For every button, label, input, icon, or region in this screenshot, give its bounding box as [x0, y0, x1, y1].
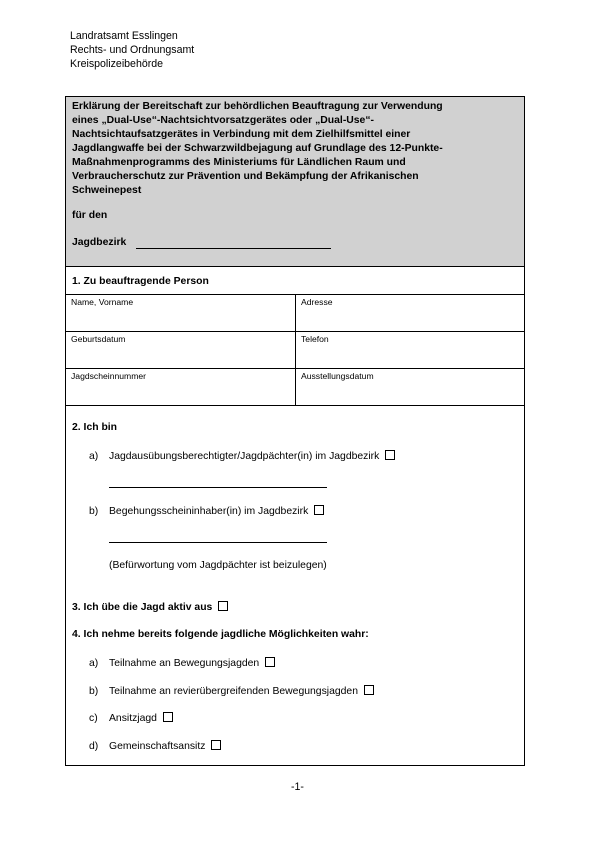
license-number-field[interactable]: [66, 369, 296, 405]
person-row-name: [66, 295, 524, 332]
section3: [72, 601, 228, 613]
person-row-license: [66, 369, 524, 406]
option-label: Teilnahme an Bewegungsjagden: [109, 658, 260, 669]
option-4a: [89, 657, 275, 669]
option-label: Gemeinschaftsansitz: [109, 741, 206, 752]
address-field-label: Adresse: [301, 297, 333, 307]
header-line-office: Landratsamt Esslingen: [70, 30, 178, 42]
option-label: Begehungsscheininhaber(in) im Jagdbezirk: [109, 506, 309, 517]
birthdate-field[interactable]: [66, 332, 296, 368]
title-line: Jagdlangwaffe bei der Schwarzwildbejagung auf Grundlage des 12-Punkte-: [72, 143, 443, 154]
option-2a: [89, 450, 395, 462]
checkbox-4a[interactable]: [265, 657, 275, 667]
title-line: Nachtsichtaufsatzgerätes in Verbindung mit dem Zielhilfsmittel einer: [72, 129, 411, 140]
option-4c: [89, 712, 173, 724]
district-line-2b[interactable]: [109, 542, 327, 543]
issue-date-field[interactable]: [296, 369, 526, 405]
phone-field-label: Telefon: [301, 334, 329, 344]
title-line: Verbraucherschutz zur Prävention und Bekämpfung der Afrikanischen: [72, 171, 419, 182]
option-marker: b): [89, 686, 99, 697]
checkbox-4c[interactable]: [163, 712, 173, 722]
header-line-police: Kreispolizeibehörde: [70, 58, 164, 70]
issue-date-label: Ausstellungsdatum: [301, 371, 374, 381]
title-line: Schweinepest: [72, 185, 142, 196]
address-field[interactable]: [296, 295, 526, 331]
district-input-line[interactable]: [136, 248, 331, 249]
district-label: Jagdbezirk: [72, 237, 127, 248]
option-4d: [89, 740, 221, 752]
phone-field[interactable]: [296, 332, 526, 368]
option-marker: c): [89, 713, 98, 724]
option-label: Teilnahme an revierübergreifenden Bewegungsjagden: [109, 686, 358, 697]
option-marker: a): [89, 451, 99, 462]
license-number-label: Jagdscheinnummer: [71, 371, 146, 381]
checkbox-3[interactable]: [218, 601, 228, 611]
checkbox-2b[interactable]: [314, 505, 324, 515]
district-line-2a[interactable]: [109, 487, 327, 488]
checkbox-4d[interactable]: [211, 740, 221, 750]
option-marker: b): [89, 506, 99, 517]
option-label: Ansitzjagd: [109, 713, 157, 724]
page-number: -1-: [291, 781, 304, 793]
checkbox-4b[interactable]: [364, 685, 374, 695]
option-2b: [89, 505, 324, 517]
header-line-department: Rechts- und Ordnungsamt: [70, 44, 195, 56]
checkbox-2a[interactable]: [385, 450, 395, 460]
person-row-birth: [66, 332, 524, 369]
section3-title: 3. Ich übe die Jagd aktiv aus: [72, 602, 213, 613]
title-block: [66, 97, 524, 267]
section1-title: 1. Zu beauftragende Person: [72, 276, 209, 287]
option-marker: d): [89, 741, 99, 752]
option-marker: a): [89, 658, 99, 669]
section4-title: 4. Ich nehme bereits folgende jagdliche Möglichkeiten wahr:: [72, 629, 369, 640]
birthdate-field-label: Geburtsdatum: [71, 334, 126, 344]
name-field-label: Name, Vorname: [71, 297, 134, 307]
title-line: Maßnahmenprogramms des Ministeriums für Ländlichen Raum und: [72, 157, 406, 168]
option-4b: [89, 685, 374, 697]
endorsement-note: (Befürwortung vom Jagdpächter ist beizulegen): [109, 560, 327, 571]
declaration-form: [65, 96, 525, 766]
name-field[interactable]: [66, 295, 296, 331]
section2-title: 2. Ich bin: [72, 422, 118, 433]
for-label: für den: [72, 210, 108, 221]
option-label: Jagdausübungsberechtigter/Jagdpächter(in) im Jagdbezirk: [109, 451, 380, 462]
title-line: eines „Dual-Use“-Nachtsichtvorsatzgerätes oder „Dual-Use“-: [72, 115, 374, 126]
title-line: Erklärung der Bereitschaft zur behördlichen Beauftragung zur Verwendung: [72, 101, 443, 112]
form-title: [72, 100, 520, 198]
section1-header: [66, 267, 524, 295]
authority-header: [70, 29, 194, 71]
